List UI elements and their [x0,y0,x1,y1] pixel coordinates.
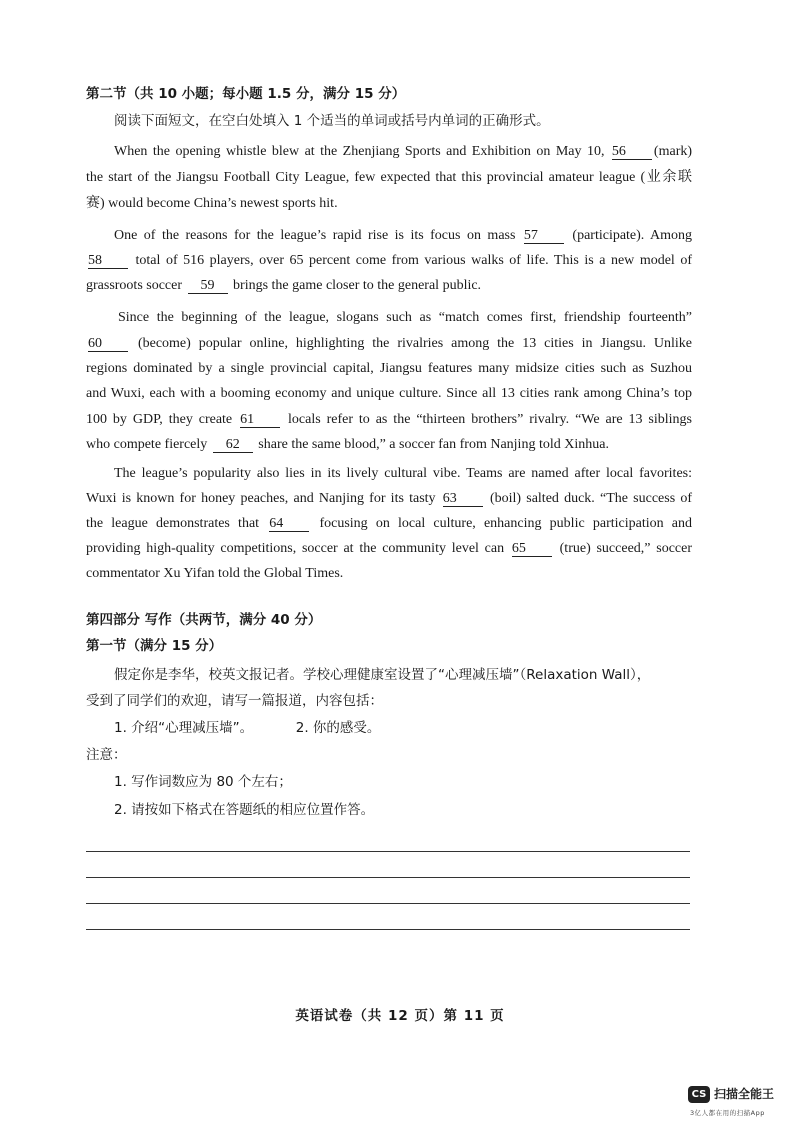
section-heading: 第二节（共 10 小题；每小题 1.5 分，满分 15 分） [86,86,406,102]
paragraph-line: 赛) would become China’s newest sports hit. [86,196,338,211]
writing-prompt: 受到了同学们的欢迎，请写一篇报道，内容包括： [86,693,383,709]
note-item: 1. 写作词数应为 80 个左右； [114,774,292,790]
prompt-point-2: 2. 你的感受。 [295,720,381,736]
subsection-heading: 第一节（满分 15 分） [86,638,223,654]
blank-65[interactable]: 65 [512,541,552,557]
watermark-title: 扫描全能王 [714,1087,775,1101]
answer-line[interactable] [86,929,690,930]
paragraph-line: and Wuxi, each with a booming economy and unique culture. Since all 13 cities rank among China’s top [86,386,692,401]
paragraph-line: the start of the Jiangsu Football City League, few expected that this provincial amateur league (业余联 [86,170,692,185]
scanner-watermark [688,1086,798,1126]
paragraph-line: 100 by GDP, they create 61 locals refer to as the “thirteen brothers” rivalry. “We are 13 siblings [86,412,693,427]
paragraph-line: commentator Xu Yifan told the Global Times. [86,566,344,581]
paragraph-line: 60 (become) popular online, highlighting the rivalries among the 13 cities in Jiangsu. Unlike [88,336,693,351]
page-footer: 英语试卷（共 12 页）第 11 页 [295,1008,505,1024]
answer-line[interactable] [86,903,690,904]
blank-56[interactable]: 56 [612,144,652,160]
paragraph-line: grassroots soccer 59 brings the game closer to the general public. [86,278,482,293]
paragraph-line: Wuxi is known for honey peaches, and Nanjing for its tasty 63 (boil) salted duck. “The success of [86,491,693,506]
paragraph-line: Since the beginning of the league, slogans such as “match comes first, friendship fourteenth” [118,310,692,325]
paragraph-line: who compete fiercely 62 share the same blood,” a soccer fan from Nanjing told Xinhua. [86,437,609,452]
blank-62[interactable]: 62 [213,437,253,453]
note-item: 2. 请按如下格式在答题纸的相应位置作答。 [114,802,375,818]
prompt-point-1: 1. 介绍“心理减压墙”。 [114,720,254,736]
paragraph-line: providing high-quality competitions, soccer at the community level can 65 (true) succeed,” soccer [86,541,693,556]
section-instruction: 阅读下面短文，在空白处填入 1 个适当的单词或括号内单词的正确形式。 [114,113,550,129]
blank-61[interactable]: 61 [240,412,280,428]
watermark-subtitle: 3亿人都在用的扫描App [690,1109,765,1117]
blank-58[interactable]: 58 [88,253,128,269]
paragraph-line: 58 total of 516 players, over 65 percent come from various walks of life. This is a new model of [88,253,692,268]
blank-64[interactable]: 64 [269,516,309,532]
notes-label: 注意： [86,747,127,763]
blank-59[interactable]: 59 [188,278,228,294]
paragraph-line: the league demonstrates that 64 focusing on local culture, enhancing public participation and [86,516,693,531]
answer-line[interactable] [86,877,690,878]
prompt-points [86,718,692,738]
paragraph-line: When the opening whistle blew at the Zhenjiang Sports and Exhibition on May 10, 56 (mark) [114,144,693,159]
writing-prompt: 假定你是李华，校英文报记者。学校心理健康室设置了“心理减压墙”（Relaxation Wall）， [114,667,651,683]
part-heading: 第四部分 写作（共两节，满分 40 分） [86,612,322,628]
blank-60[interactable]: 60 [88,336,128,352]
paragraph-line: One of the reasons for the league’s rapid rise is its focus on mass 57 (participate). Among [114,228,693,243]
blank-57[interactable]: 57 [524,228,564,244]
paragraph-line: regions dominated by a single provincial capital, Jiangsu features many midsize cities such as Suzhou [86,361,692,376]
paragraph-line: The league’s popularity also lies in its lively cultural vibe. Teams are named after local favorites: [114,466,692,481]
blank-63[interactable]: 63 [443,491,483,507]
camscanner-logo-icon: CS [688,1086,710,1103]
answer-line[interactable] [86,851,690,852]
